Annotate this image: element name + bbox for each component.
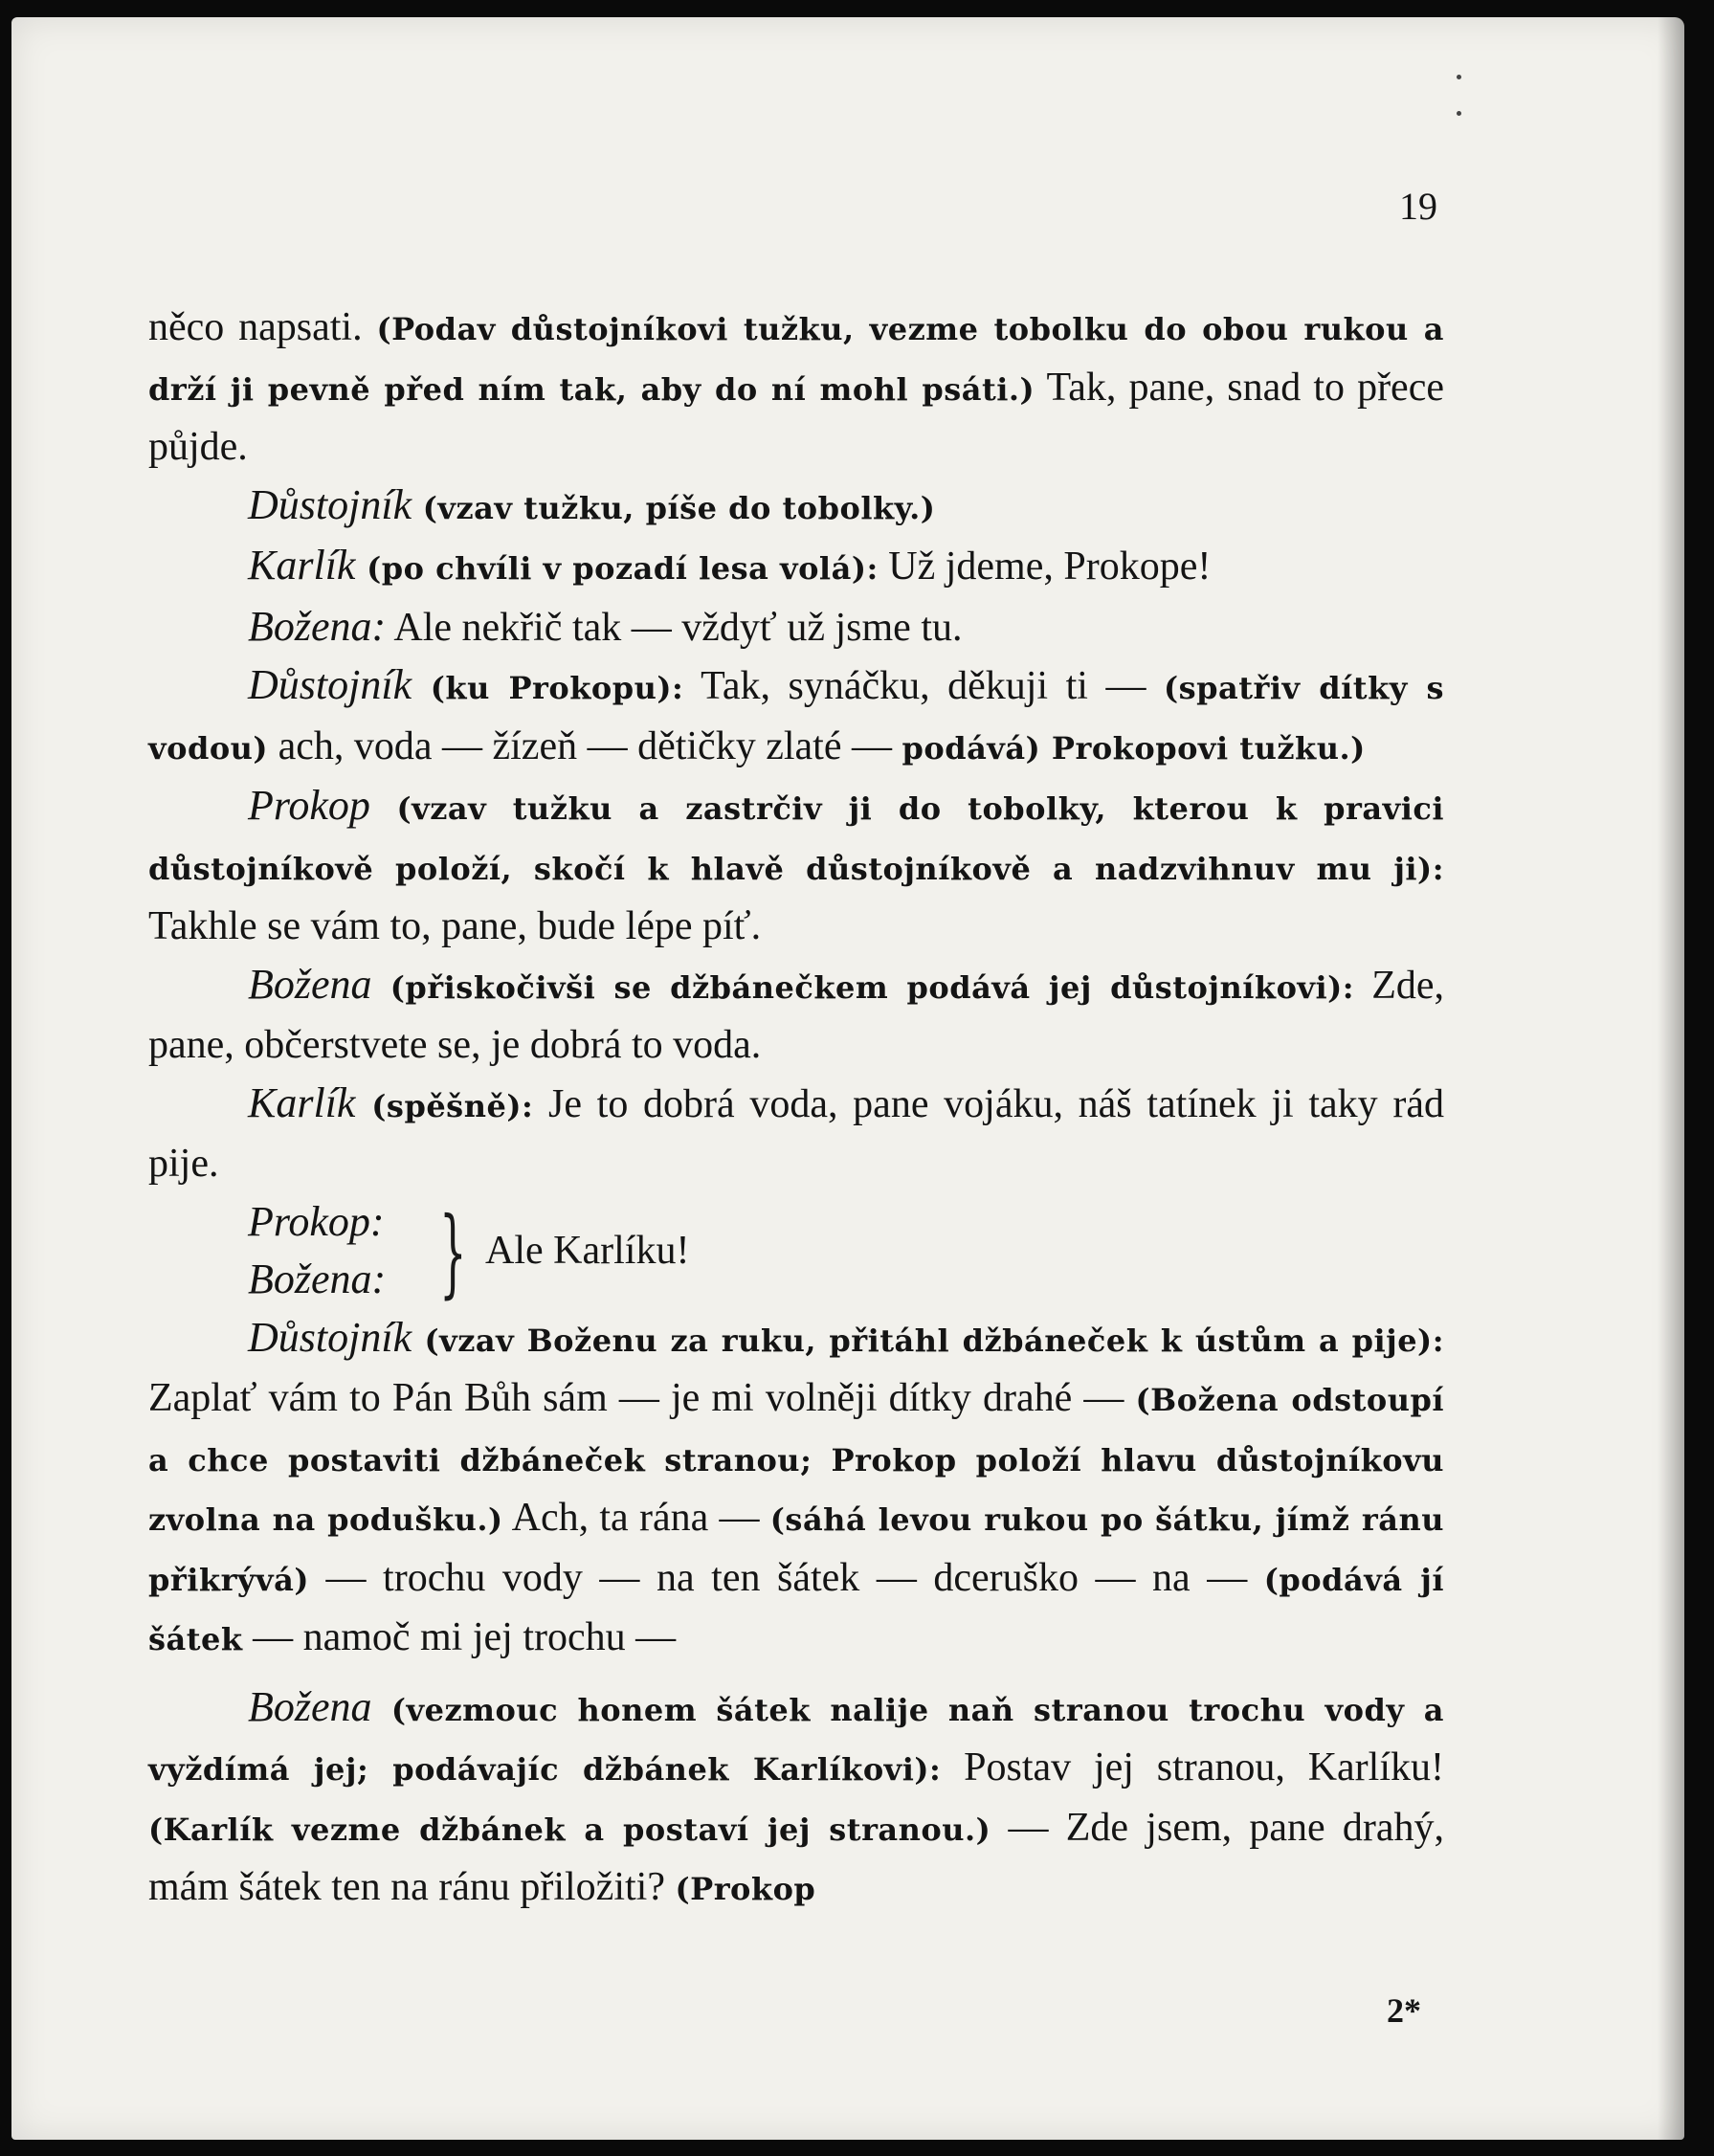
stage-direction: (Karlík vezme džbánek a postaví jej stranou.) [148, 1811, 991, 1848]
paper-speck [1457, 111, 1461, 116]
speaker-name: Božena [248, 960, 372, 1008]
stage-direction: podává) Prokopovi tužku.) [902, 729, 1366, 767]
speaker-name: Karlík [248, 542, 356, 589]
stage-direction: (sáhá levou rukou po šátku, jímž ránu přikrývá) [148, 1501, 1444, 1598]
dialogue: Je to dobrá voda, pane vojáku, náš tatínek ji taky rád pije. [148, 1081, 1445, 1186]
speaker-name: Důstojník [248, 1313, 412, 1361]
body-text [148, 299, 1444, 1919]
dialogue: Takhle se vám to, pane, bude lépe píť. [148, 904, 762, 948]
stage-direction: (vzav tužku, píše do tobolky.) [412, 489, 936, 526]
stage-direction: (přiskočivši se džbánečkem podává jej důstojníkovi): [371, 968, 1355, 1006]
stage-direction: (vzav Boženu za ruku, přitáhl džbáneček k ústům a pije): [412, 1322, 1444, 1359]
speaker-name: Božena: [248, 602, 387, 650]
dialogue: Ale nekřič tak — vždyť už jsme tu. [386, 605, 963, 650]
paper-speck [1457, 75, 1461, 79]
stage-direction: (vezmouc honem šátek nalije naň stranou trochu vody a vyždímá jej; podávajíc džbánek Karlíkovi): [148, 1691, 1444, 1788]
dialogue: Zde, pane, občerstvete se, je dobrá to voda. [148, 963, 1444, 1067]
dialogue: — Zde jsem, pane drahý, mám šátek ten na ránu přiložiti? [148, 1805, 1444, 1909]
dialogue: Zaplať vám to Pán Bůh sám — je mi volněji dítky drahé — [148, 1376, 1136, 1420]
speaker-name: Důstojník [248, 480, 412, 528]
paragraph [148, 1075, 1444, 1193]
dialogue: Už jdeme, Prokope! [878, 545, 1212, 589]
speaker-name: Důstojník [248, 661, 412, 708]
book-page [11, 17, 1684, 2140]
paragraph [148, 1678, 1444, 1919]
dialogue: Ach, ta rána — [502, 1496, 770, 1540]
speaker-name: Božena [248, 1682, 372, 1730]
page-edge-shadow [1658, 17, 1684, 2140]
speaker-name: Karlík [248, 1078, 356, 1126]
speaker-name: Prokop [248, 782, 370, 829]
stage-direction: (podává jí šátek [148, 1561, 1444, 1657]
paragraph [148, 537, 1444, 598]
stage-direction: (ku Prokopu): [412, 670, 684, 706]
paragraph [148, 777, 1444, 956]
dialogue: Tak, pane, snad to přece půjde. [148, 365, 1444, 469]
paragraph [148, 299, 1444, 477]
stage-direction: (spěšně): [355, 1087, 534, 1124]
dialogue: — trochu vody — na ten šátek — dceruško — na — [308, 1555, 1264, 1600]
stage-direction: (Božena odstoupí a chce postaviti džbáneček stranou; Prokop položí hlavu důstojníkovu zvolna na podušku.) [148, 1382, 1444, 1538]
brace-speakers [248, 1193, 386, 1309]
dialogue: ach, voda — žízeň — dětičky zlaté — [268, 723, 902, 768]
speaker-prokop: Prokop: [248, 1197, 385, 1245]
joint-speech [248, 1193, 1444, 1309]
stage-direction: (spatřiv dítky s vodou) [148, 670, 1444, 767]
stage-direction: (po chvíli v pozadí lesa volá): [355, 550, 879, 587]
joint-speech-text: Ale Karlíku! [485, 1228, 690, 1273]
signature-mark: 2* [1387, 1991, 1421, 2030]
stage-direction: (Podav důstojníkovi tužku, vezme tobolku do obou rukou a drží ji pevně před ním tak, aby do ní mohl psáti.) [148, 311, 1445, 408]
paragraph [148, 598, 1444, 657]
speaker-bozena: Božena: [248, 1256, 387, 1302]
stage-direction: (vzav tužku a zastrčiv ji do tobolky, kterou k pravici důstojníkově položí, skočí k hlavě důstojníkově a nadzvihnuv mu ji): [148, 790, 1444, 887]
right-brace: } [439, 1195, 467, 1308]
paragraph [148, 1309, 1444, 1669]
paragraph-group [148, 299, 1444, 1193]
page-number: 19 [1399, 185, 1437, 228]
paragraph [148, 477, 1444, 538]
dialogue: Postav jej stranou, Karlíku! [941, 1745, 1444, 1789]
stage-direction: (Prokop [675, 1871, 816, 1907]
dialogue: něco napsati. [148, 305, 377, 349]
paragraph-group [148, 1309, 1444, 1919]
dialogue: — namoč mi jej trochu — [242, 1615, 677, 1659]
paragraph [148, 656, 1444, 777]
paragraph [148, 956, 1444, 1075]
dialogue: Tak, synáčku, děkuji ti — [683, 664, 1164, 708]
